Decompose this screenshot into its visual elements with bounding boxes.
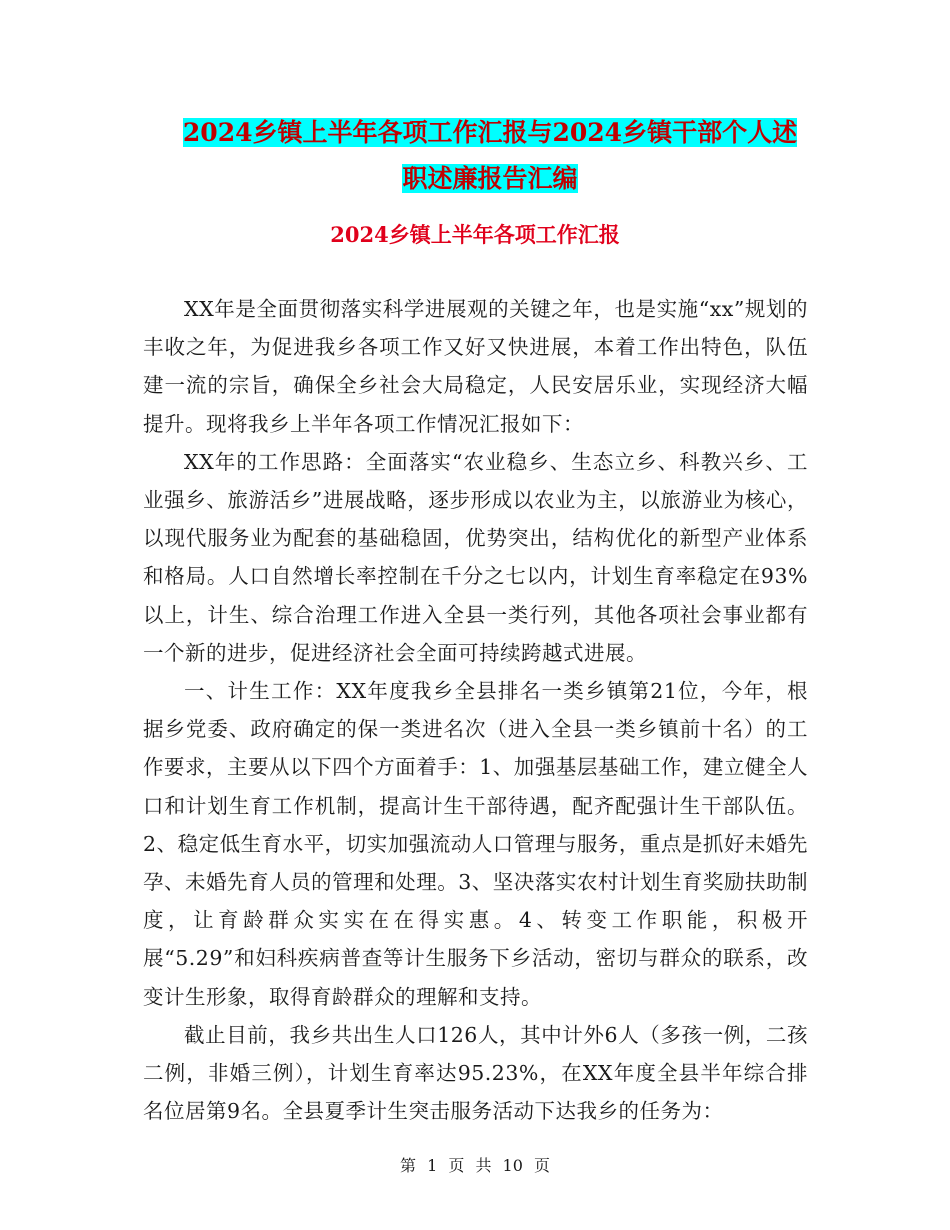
paragraph: 截止目前，我乡共出生人口126人，其中计外6人（多孩一例，二孩二例，非婚三例），计划生育率达95.23%，在XX年度全县半年综合排名位居第9名。全县夏季计生突击服务活动下达我乡的任务为： bbox=[143, 1022, 808, 1124]
document-title bbox=[140, 110, 840, 202]
paragraph: 一、计生工作：XX年度我乡全县排名一类乡镇第21位，今年，根据乡党委、政府确定的保一类进名次（进入全县一类乡镇前十名）的工作要求，主要从以下四个方面着手：1、加强基层基础工作，建立健全人口和计划生育工作机制，提高计生干部待遇，配齐配强计生干部队伍。2、稳定低生育水平，切实加强流动人口管理与服务，重点是抓好未婚先孕、未婚先育人员的管理和处理。3、坚决落实农村计划生育奖励扶助制度，让育龄群众实实在在得实惠。4、转变工作职能，积极开展“5.29”和妇科疾病普查等计生服务下乡活动，密切与群众的联系，改变计生形象，取得育龄群众的理解和支持。 bbox=[143, 679, 808, 1009]
section-title: 2024乡镇上半年各项工作汇报 bbox=[330, 222, 620, 247]
document-title-line2: 职述廉报告汇编 bbox=[402, 164, 578, 193]
document-title-line1: 2024乡镇上半年各项工作汇报与2024乡镇干部个人述 bbox=[182, 118, 798, 147]
paragraph: XX年的工作思路：全面落实“农业稳乡、生态立乡、科教兴乡、工业强乡、旅游活乡”进展战略，逐步形成以农业为主，以旅游业为核心，以现代服务业为配套的基础稳固，优势突出，结构优化的新型产业体系和格局。人口自然增长率控制在千分之七以内，计划生育率稳定在93%以上，计生、综合治理工作进入全县一类行列，其他各项社会事业都有一个新的进步，促进经济社会全面可持续跨越式进展。 bbox=[143, 449, 808, 665]
paragraph: XX年是全面贯彻落实科学进展观的关键之年，也是实施“xx”规划的丰收之年，为促进我乡各项工作又好又快进展，本着工作出特色，队伍建一流的宗旨，确保全乡社会大局稳定，人民安居乐业，实现经济大幅提升。现将我乡上半年各项工作情况汇报如下： bbox=[143, 297, 808, 436]
document-body bbox=[143, 290, 808, 1130]
page-footer: 第 1 页 共 10 页 bbox=[400, 1156, 550, 1175]
